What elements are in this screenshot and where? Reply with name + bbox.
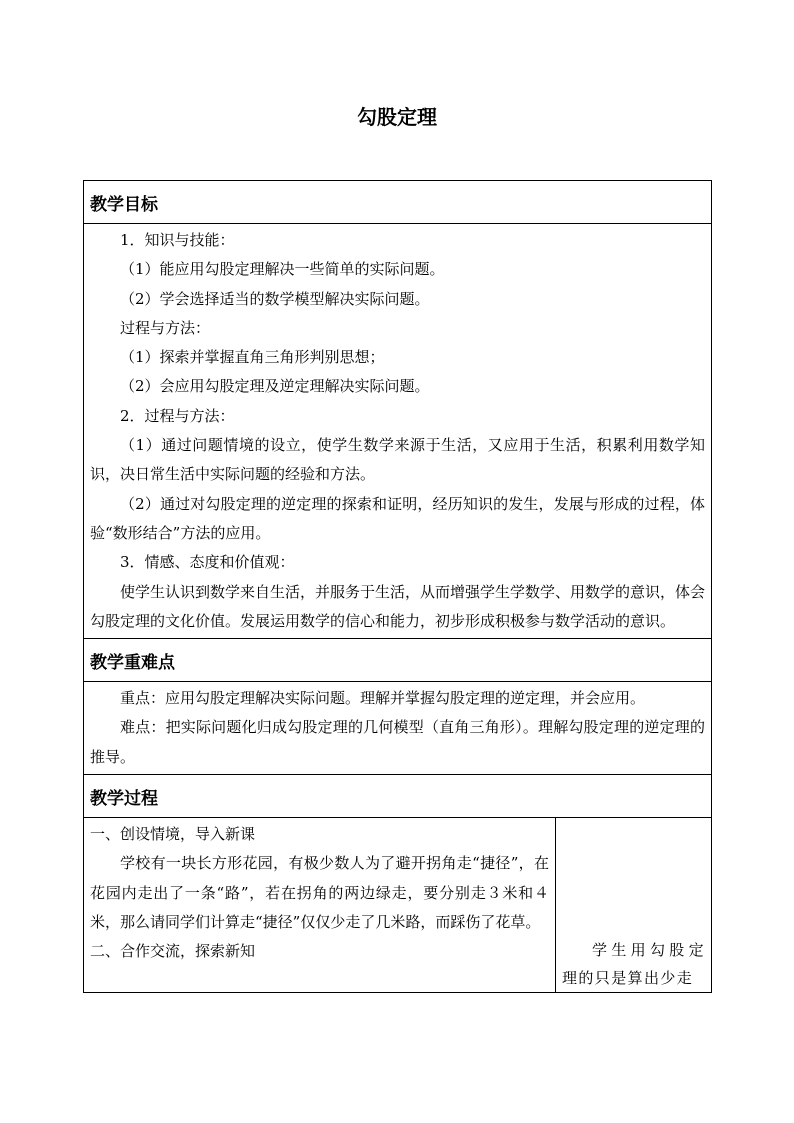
key-points-heading: 教学重难点 [84,639,712,682]
objective-line: （2）学会选择适当的数学模型解决实际问题。 [120,289,430,308]
process-heading-row [84,775,712,818]
document-title: 勾股定理 [357,105,437,129]
objective-line: （2）会应用勾股定理及逆定理解决实际问题。 [120,377,430,396]
process-heading: 教学过程 [84,775,712,818]
process-body-row [84,818,712,993]
objective-line: （2）通过对勾股定理的逆定理的探索和证明，经历知识的发生，发展与形成的过程，体验“数形结合”方法的应用。 [90,494,705,542]
objective-line: 2．过程与方法： [120,406,235,425]
objective-line: （1）通过问题情境的设立，使学生数学来源于生活，又应用于生活，积累利用数学知识，决日常生活中实际问题的经验和方法。 [90,436,705,484]
process-main-cell [84,818,556,993]
objective-line: 使学生认识到数学来自生活，并服务于生活，从而增强学生学数学、用数学的意识，体会勾股定理的文化价值。发展运用数学的信心和能力，初步形成积极参与数学活动的意识。 [90,582,706,630]
objective-line: 过程与方法： [120,318,211,337]
key-points-body [84,682,712,775]
objectives-body [84,224,712,639]
process-line: 学校有一块长方形花园，有极少数人为了避开拐角走“捷径”，在花园内走出了一条“路”，若在拐角的两边绿走，要分别走３米和４米，那么请同学们计算走“捷径”仅仅少走了几米路，而踩伤了花草。 [90,854,549,931]
process-side-cell [556,818,712,993]
objective-line: （1）能应用勾股定理解决一些简单的实际问题。 [120,260,445,279]
key-point-line: 重点：应用勾股定理解决实际问题。理解并掌握勾股定理的逆定理，并会应用。 [120,689,646,708]
process-line: 二、合作交流，探索新知 [90,942,256,961]
objective-line: （1）探索并掌握直角三角形判别思想； [120,348,385,367]
objective-line: 3．情感、态度和价值观： [120,553,295,572]
objectives-heading-row [84,181,712,224]
key-points-heading-row [84,639,712,682]
objectives-body-row [84,224,712,639]
objective-line: 1．知识与技能： [120,231,235,249]
objectives-heading: 教学目标 [84,181,712,224]
key-points-body-row [84,682,712,775]
key-point-line: 难点：把实际问题化归成勾股定理的几何模型（直角三角形）。理解勾股定理的逆定理的推导。 [90,718,705,766]
process-line: 一、创设情境，导入新课 [90,825,256,844]
process-side-note: 学生用勾股定理的只是算出少走 [562,941,705,988]
lesson-plan-table [83,180,712,993]
